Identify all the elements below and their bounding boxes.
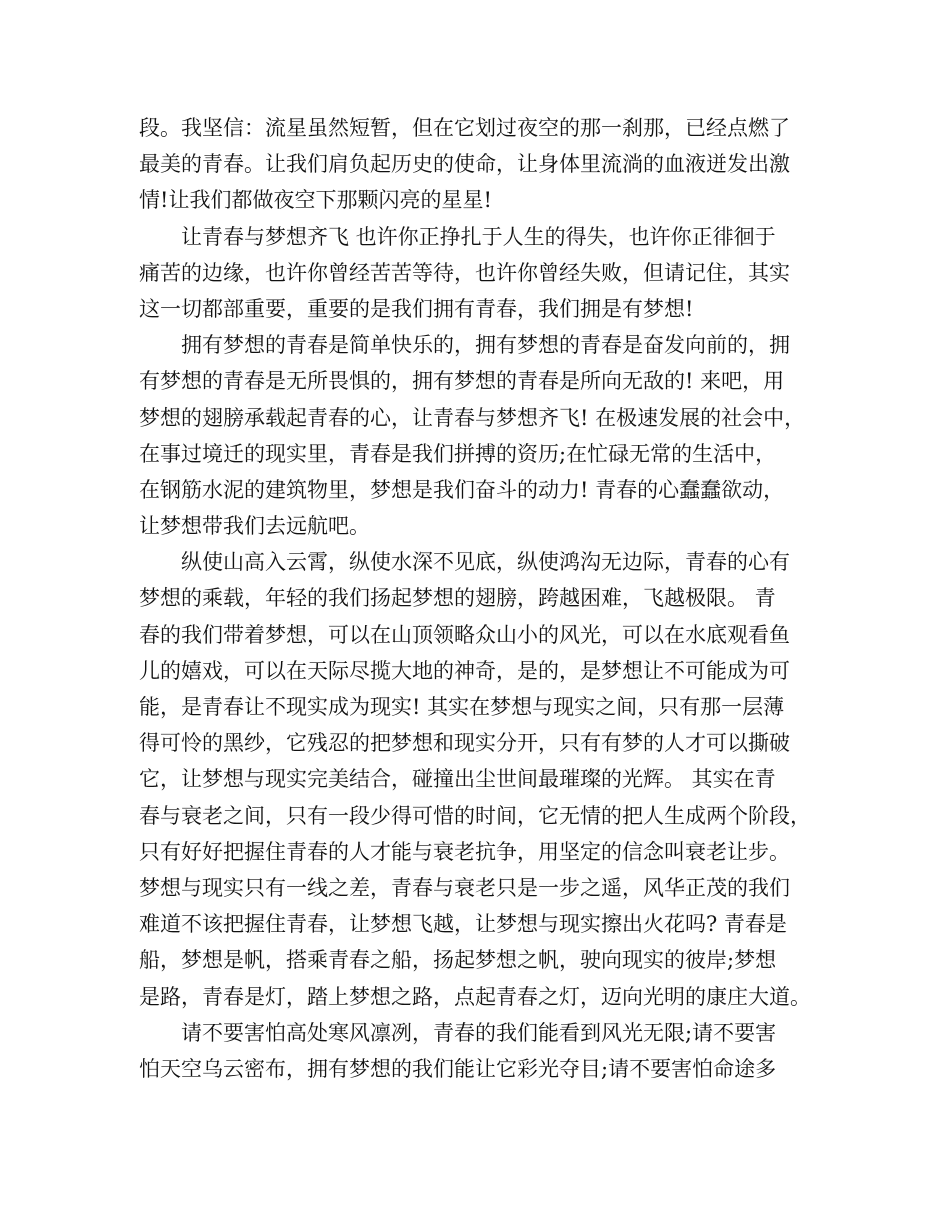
text-line: 能，是青春让不现实成为现实! 其实在梦想与现实之间，只有那一层薄 [139, 695, 785, 719]
text-line: 是路，青春是灯，踏上梦想之路，点起青春之灯，迈向光明的康庄大道。 [139, 984, 811, 1009]
text-line: 在钢筋水泥的建筑物里，梦想是我们奋斗的动力! 青春的心蠢蠢欲动， [139, 477, 785, 502]
paragraph-first-line: 请不要害怕高处寒风凛冽，青春的我们能看到风光无限;请不要害 [181, 1020, 777, 1045]
text-line: 这一切都部重要，重要的是我们拥有青春，我们拥是有梦想! [139, 296, 694, 321]
paragraph-first-line: 拥有梦想的青春是简单快乐的，拥有梦想的青春是奋发向前的，拥 [181, 333, 790, 358]
text-line: 有梦想的青春是无所畏惧的，拥有梦想的青春是所向无敌的! 来吧，用 [139, 369, 785, 394]
text-line: 它，让梦想与现实完美结合，碰撞出尘世间最璀璨的光辉。 其实在青 [139, 767, 776, 792]
text-line: 船，梦想是帆，搭乘青春之船，扬起梦想之帆，驶向现实的彼岸;梦想 [139, 948, 777, 973]
paragraph-first-line: 让青春与梦想齐飞 也许你正挣扎于人生的得失，也许你正徘徊于 [181, 224, 776, 249]
text-line: 让梦想带我们去远航吧。 [139, 514, 370, 539]
text-line: 在事过境迁的现实里，青春是我们拼搏的资历;在忙碌无常的生活中， [139, 441, 777, 466]
text-line: 痛苦的边缘，也许你曾经苦苦等待，也许你曾经失败，但请记住，其实 [139, 260, 790, 285]
text-line: 梦想的翅膀承载起青春的心，让青春与梦想齐飞! 在极速发展的社会中， [139, 405, 806, 430]
text-line: 儿的嬉戏，可以在天际尽揽大地的神奇，是的，是梦想让不可能成为可 [139, 658, 790, 683]
text-line: 梦想与现实只有一线之差，青春与衰老只是一步之遥，风华正茂的我们 [139, 875, 790, 900]
document-body [139, 110, 829, 1087]
text-line: 得可怜的黑纱，它残忍的把梦想和现实分开，只有有梦的人才可以撕破 [139, 731, 790, 756]
text-line: 最美的青春。让我们肩负起历史的使命，让身体里流淌的血液迸发出激 [139, 152, 790, 177]
text-line: 春与衰老之间，只有一段少得可惜的时间，它无情的把人生成两个阶段， [139, 803, 811, 828]
text-line: 春的我们带着梦想，可以在山顶领略众山小的风光，可以在水底观看鱼 [139, 622, 790, 647]
text-line: 只有好好把握住青春的人才能与衰老抗争，用坚定的信念叫衰老让步。 [139, 839, 790, 864]
text-line: 梦想的乘载，年轻的我们扬起梦想的翅膀，跨越困难，飞越极限。 青 [139, 586, 776, 611]
text-line: 情!让我们都做夜空下那颗闪亮的星星! [139, 188, 492, 213]
text-line: 段。我坚信：流星虽然短暂，但在它划过夜空的那一刹那，已经点燃了 [139, 116, 790, 140]
text-line: 难道不该把握住青春，让梦想飞越，让梦想与现实擦出火花吗? 青春是 [139, 912, 787, 937]
paragraph-first-line: 纵使山高入云霄，纵使水深不见底，纵使鸿沟无边际，青春的心有 [181, 550, 790, 575]
text-line: 怕天空乌云密布，拥有梦想的我们能让它彩光夺目;请不要害怕命途多 [139, 1056, 777, 1081]
